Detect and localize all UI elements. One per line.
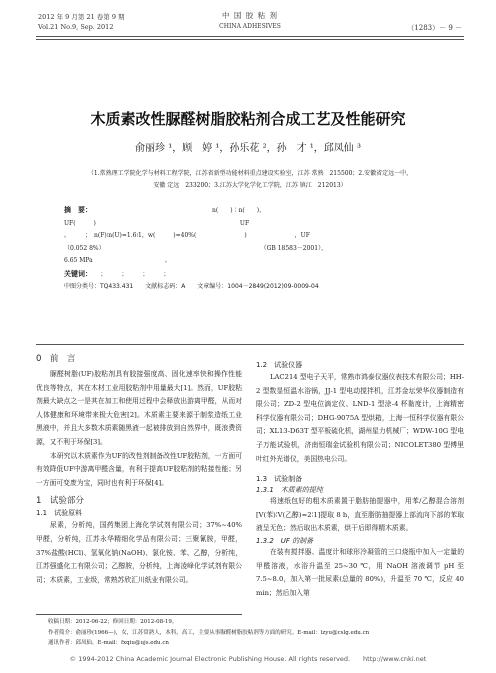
keywords-value: ； ； ； ； [88, 270, 170, 278]
abstract-rule [36, 344, 464, 345]
issue-line: 2012 年 9 月第 21 卷第 9 期 [38, 13, 125, 21]
section-1-1-heading: 1.1 试验原料 [36, 509, 83, 518]
volume-line: Vol.21 No.9, Sep. 2012 [38, 23, 114, 31]
section-1-heading: 1 试验部分 [36, 496, 84, 507]
keywords-label: 关键词： [64, 269, 89, 278]
journal-name-en: CHINA ADHESIVES [219, 23, 281, 30]
section-1-1-text: 尿素，分析纯，国药集团上海化学试剂有限公司；37%~40%甲醛，分析纯，江苏永华精细化学品有限公司；三聚氰胺，甲醛，37%盐酸(HCl)、氢氧化钠(NaOH)、氯化铵、苯、乙醇，分析纯，江苏强盛化工有限公司；乙醇胺，分析纯，上海凌峰化学试剂有限公司；木质素，工业级，常熟苏欣汇川纸业有限公司。 [36, 521, 242, 584]
section-1-3-1-text: 将速纸包好的粗木质素置于脂肪抽提器中，用苯/乙醇混合溶剂[V(苯)∶V(乙醇)=2∶1]提取 8 h，直至脂肪抽提器上部流向下部的苯取液呈无色；然后取出木质素，烘干后即得精木质素。 [256, 497, 464, 533]
abstract-line: n( )∶n( )、 [212, 207, 266, 214]
section-1-3-2-heading: 1.3.2 UF 的制备 [256, 536, 314, 545]
intro-paragraph: 本研究以木质素作为UF的改性剂制备改性UF胶粘剂，一方面可有效降低UF中游离甲醛含量，有利于提高UF胶粘剂的粘接性能；另一方面可变废为宝，同时也有利于环保[4]。 [36, 451, 242, 487]
article-title: 木质素改性脲醛树脂胶粘剂合成工艺及性能研究 [90, 110, 406, 128]
abstract-label: 摘 要： [64, 206, 92, 214]
abstract-line: 6.65 MPa 。 [64, 257, 171, 264]
journal-name-cn: 中 国 胶 粘 剂 [221, 11, 279, 20]
page-number: （1283）－ 9 － [407, 24, 462, 32]
affiliation-line: （1.常熟理工学院化学与材料工程学院，江苏省新型功能材料重点建设实验室，江苏 常熟 215500；2.安徽省定远一中， [87, 170, 413, 177]
affiliations [40, 168, 460, 192]
author-list: 俞丽珍 ¹，顾 婷 ¹，孙乐花 ²，孙 才 ¹，邱凤仙 ³ [135, 143, 361, 154]
header-rule-second [36, 39, 464, 40]
abstract [64, 204, 444, 294]
header-rule [36, 36, 464, 37]
intro-paragraph: 脲醛树脂(UF)胶粘剂具有胶接强度高、固化速率快和操作性能优良等特点，其在木材工业用胶粘剂中用量最大[1]。然而，UF胶粘剂最大缺点之一是其在加工和使用过程中会释放出游离甲醛，从而对人体健康和环境带来极大危害[2]。木质素主要来源于制浆造纸工业黑液中，并且大多数木质素随黑液一起被排放到自然界中，既浪费资源，又不利于环保[3]。 [36, 370, 242, 446]
footnote-line: 收稿日期：2012-06-22；修回日期：2012-08-19。 [48, 619, 178, 625]
footnote-line: 通讯作者：邱凤仙。E-mail：fxqiu@ujs.edu.cn [48, 640, 169, 646]
section-1-2-text: LAC214 型电子天平，常熟市鸿泰仪器仪表技术有限公司；HH-2 型数显恒温水浴锅，JJ-1 型电动搅拌机，江苏金坛荣华仪器制造有限公司；ZD-2 型电位滴定仪、LND-1 型涂-4 杯黏度计，上海精密科学仪器有限公司；DHG-9075A 型烘箱，上海一恒科学仪器有限公司；XL13-D63T 型平板硫化机，湖州星力机械厂；WDW-10G 型电子万能试验机，济南恒瑞金试验机有限公司；NICOLET380 型傅里叶红外光谱仪，美国热电公司。 [256, 373, 464, 463]
classification-line: 中图分类号：TQ433.431 文献标志码：A 文章编号：1004－2849(2012)09-0009-04 [64, 283, 319, 290]
section-1-3-2-text: 在装有搅拌器、温度计和球形冷凝管的三口烧瓶中加入一定量的甲醛溶液，水浴升温至 25~30 ℃，用 NaOH 溶液调节 pH 至 7.5~8.0，加入第一批尿素(总量的 80%)，升温至 70 ℃，反应 40 min；然后加入第 [256, 547, 464, 597]
section-1-2-heading: 1.2 试验仪器 [256, 361, 303, 369]
abstract-line: （0.052 8%） （GB 18583－2001）， [64, 244, 328, 252]
footnote-line: 作者简介：俞丽珍(1966—)，女，江苏常熟人，本科，高工，主要从事脲醛树脂胶粘剂等方面的研究。E-mail：lzyu@cslg.edu.cn [48, 629, 370, 636]
abstract-line: UF( ) UF [64, 219, 250, 227]
section-1-3-1-heading: 1.3.1 木质素的提纯 [256, 486, 323, 495]
copyright-line: © 1994-2012 China Academic Journal Electronic Publishing House. All rights reserved. http://www.cnki.net [69, 655, 427, 663]
section-1-3-heading: 1.3 试验制备 [256, 475, 303, 484]
left-column [36, 352, 242, 587]
intro-heading: 0 前 言 [36, 354, 76, 364]
affiliation-line: 安徽 定远 233200；3.江苏大学化学化工学院，江苏 镇江 212013） [153, 182, 347, 189]
abstract-line: 。 ； n(F)∶n(U)=1.6∶1，w( )=40%( ) ，UF [64, 232, 310, 239]
footnotes [48, 617, 468, 649]
footnote-rule [36, 614, 242, 615]
right-column [256, 360, 464, 600]
